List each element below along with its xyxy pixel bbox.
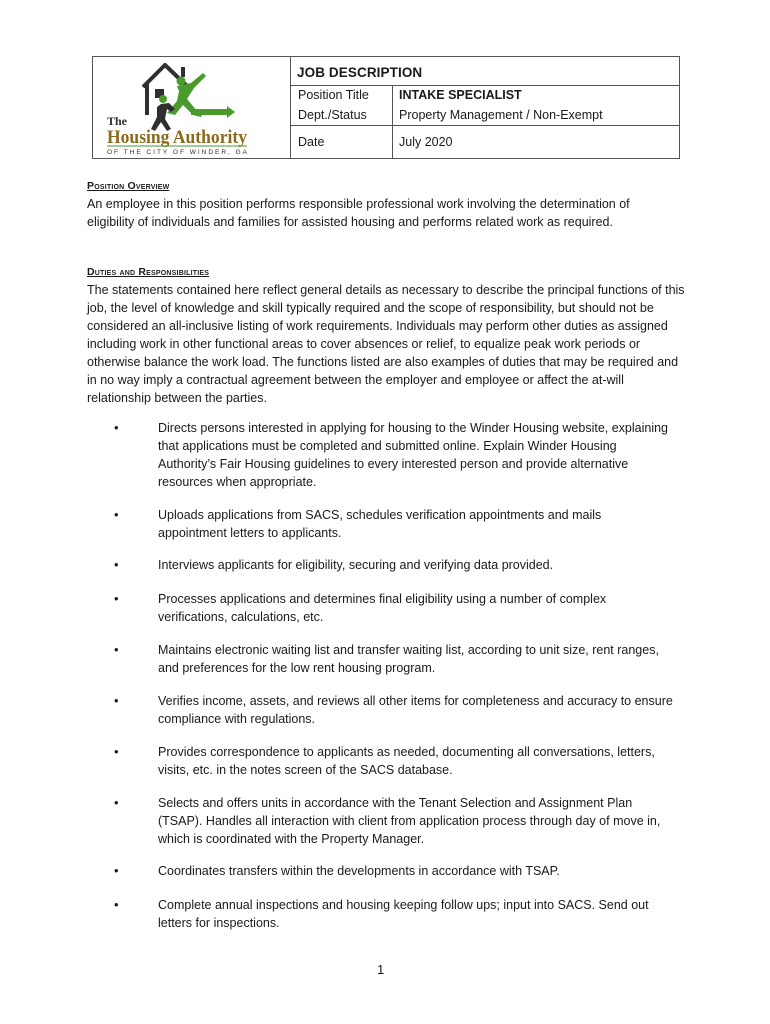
text-line: in no way imply a contractual agreement between the employer and employee or affect the at-will — [87, 373, 624, 387]
bullet-icon: • — [114, 744, 119, 759]
logo-cell — [93, 57, 291, 158]
bullet-icon: • — [114, 420, 119, 435]
bullet-icon: • — [114, 507, 119, 522]
text-line: An employee in this position performs responsible professional work involving the determination of — [87, 197, 630, 211]
bullet-icon: • — [114, 557, 119, 572]
list-item — [158, 419, 686, 491]
text-line: Selects and offers units in accordance with the Tenant Selection and Assignment Plan — [158, 796, 633, 810]
bullet-icon: • — [114, 897, 119, 912]
text-line: Maintains electronic waiting list and transfer waiting list, according to unit size, rent ranges, — [158, 643, 659, 657]
bullet-icon: • — [114, 795, 119, 810]
job-description-title: JOB DESCRIPTION — [297, 65, 423, 80]
logo-the-text: The — [107, 114, 128, 128]
text-line: resources when appropriate. — [158, 475, 317, 489]
list-item — [158, 862, 686, 880]
list-item — [158, 743, 686, 779]
text-line: (TSAP). Handles all interaction with client from application process through day of move in, — [158, 814, 661, 828]
text-line: Verifies income, assets, and reviews all other items for completeness and accuracy to ensure — [158, 694, 673, 708]
position-overview-text — [87, 195, 687, 231]
text-line: and preferences for the low rent housing program. — [158, 661, 436, 675]
table-column-divider — [392, 85, 393, 158]
text-line: including work in other functional areas to cover absences or relief, to equalize peak work periods or — [87, 337, 641, 351]
text-line: job, the level of knowledge and skill typically required and the scope of responsibility, but should not be — [87, 301, 654, 315]
text-line: verifications, calculations, etc. — [158, 610, 324, 624]
dept-status-label: Dept./Status — [298, 108, 367, 122]
text-line: Directs persons interested in applying for housing to the Winder Housing website, explaining — [158, 421, 669, 435]
logo-tagline-text: OF THE CITY OF WINDER, GA — [107, 149, 247, 156]
text-line: which is coordinated with the Property Manager. — [158, 832, 425, 846]
text-line: letters for inspections. — [158, 916, 280, 930]
text-line: Coordinates transfers within the developments in accordance with TSAP. — [158, 864, 560, 878]
dept-status-value: Property Management / Non-Exempt — [399, 108, 603, 122]
date-value: July 2020 — [399, 135, 453, 149]
text-line: Uploads applications from SACS, schedules verification appointments and mails — [158, 508, 602, 522]
logo-name-text: Housing Authority — [107, 127, 248, 148]
text-line: that applications must be completed and submitted online. Explain Winder Housing — [158, 439, 617, 453]
text-line: compliance with regulations. — [158, 712, 316, 726]
position-overview-heading: Position Overview — [87, 180, 170, 192]
text-line: Interviews applicants for eligibility, securing and verifying data provided. — [158, 558, 554, 572]
text-line: otherwise balance the work load. The functions listed are also examples of duties that may be required and — [87, 355, 679, 369]
list-item — [158, 794, 686, 848]
list-item — [158, 506, 686, 542]
list-item — [158, 556, 686, 574]
text-line: appointment letters to applicants. — [158, 526, 342, 540]
list-item — [158, 692, 686, 728]
text-line: considered an all-inclusive listing of work requirements. Individuals may perform other duties as assigned — [87, 319, 668, 333]
table-divider — [290, 125, 679, 126]
text-line: relationship between the parties. — [87, 391, 267, 405]
duties-intro-text — [87, 281, 687, 407]
text-line: Processes applications and determines final eligibility using a number of complex — [158, 592, 607, 606]
duties-heading: Duties and Responsibilities — [87, 266, 210, 278]
position-title-label: Position Title — [298, 88, 369, 102]
list-item — [158, 641, 686, 677]
list-item — [158, 590, 686, 626]
bullet-icon: • — [114, 642, 119, 657]
text-line: Complete annual inspections and housing keeping follow ups; input into SACS. Send out — [158, 898, 649, 912]
page-number: 1 — [377, 962, 385, 977]
position-title-value: INTAKE SPECIALIST — [399, 88, 522, 102]
text-line: Authority’s Fair Housing guidelines to every interested person and provide alternative — [158, 457, 629, 471]
bullet-icon: • — [114, 863, 119, 878]
text-line: eligibility of individuals and families for assisted housing and performs related work as required. — [87, 215, 613, 229]
table-divider — [290, 85, 679, 86]
header-table — [92, 56, 680, 159]
bullet-icon: • — [114, 693, 119, 708]
text-line: The statements contained here reflect general details as necessary to describe the principal functions of this — [87, 283, 685, 297]
text-line: Provides correspondence to applicants as needed, documenting all conversations, letters, — [158, 745, 655, 759]
date-label: Date — [298, 135, 325, 149]
housing-authority-logo — [95, 59, 288, 156]
figures-icon — [151, 73, 235, 131]
list-item — [158, 896, 686, 932]
bullet-icon: • — [114, 591, 119, 606]
text-line: visits, etc. in the notes screen of the SACS database. — [158, 763, 453, 777]
